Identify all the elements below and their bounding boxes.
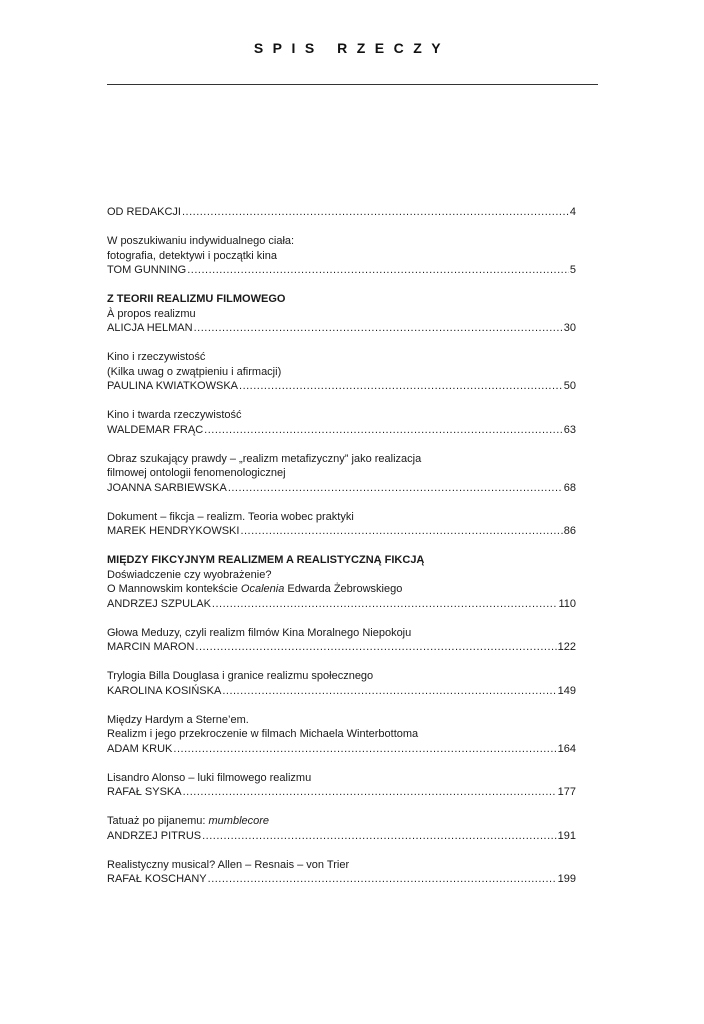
entry-author: RAFAŁ SYSKA (107, 786, 182, 798)
toc-row (107, 829, 576, 844)
leader-dots (239, 379, 563, 394)
entry-author: ANDRZEJ SZPULAK (107, 597, 211, 610)
page-number: 68 (563, 481, 576, 494)
toc-entry-gunning (107, 234, 576, 278)
leader-dots (222, 684, 556, 699)
page-number: 4 (569, 206, 576, 218)
toc-entry-syska (107, 771, 576, 800)
toc-row (107, 205, 576, 220)
entry-subtitle: (Kilka uwag o zwątpieniu i afirmacji) (107, 365, 282, 378)
page-number: 177 (557, 786, 576, 798)
entry-title: Doświadczenie czy wyobrażenie? (107, 568, 272, 581)
page-number: 149 (557, 684, 576, 697)
page-number: 63 (563, 423, 576, 436)
section-heading: Z TEORII REALIZMU FILMOWEGO (107, 293, 286, 305)
toc-row (107, 640, 576, 655)
entry-author: KAROLINA KOSIŃSKA (107, 684, 222, 697)
entry-author: ANDRZEJ PITRUS (107, 829, 202, 842)
entry-author: ALICJA HELMAN (107, 322, 193, 334)
toc-entry-kosinska (107, 669, 576, 698)
entry-author: PAULINA KWIATKOWSKA (107, 380, 239, 392)
leader-dots (212, 597, 558, 612)
title-italic: mumblecore (208, 815, 270, 827)
page-number: 110 (558, 597, 576, 610)
entry-title: Trylogia Billa Douglasa i granice realizmu społecznego (107, 670, 374, 682)
toc-entry-szpulak (107, 553, 576, 611)
page-number: 86 (563, 525, 576, 537)
leader-dots (183, 785, 557, 800)
leader-dots (228, 481, 563, 496)
entry-subtitle: fotografia, detektywi i początki kina (107, 249, 277, 262)
entry-author: MARCIN MARON (107, 641, 195, 653)
entry-title: OD REDAKCJI (107, 206, 181, 218)
toc-entry-kwiatkowska (107, 350, 576, 394)
page-number: 30 (563, 322, 576, 334)
entry-title: Między Hardym a Sterne’em. (107, 713, 249, 726)
subtitle-text: Edwarda Żebrowskiego (284, 583, 403, 595)
toc-entry-helman (107, 292, 576, 336)
leader-dots (194, 321, 563, 336)
entry-author: TOM GUNNING (107, 264, 187, 276)
toc-entry-pitrus (107, 814, 576, 843)
toc-entry-sarbiewska (107, 452, 576, 496)
entry-author: RAFAŁ KOSCHANY (107, 873, 207, 885)
leader-dots (195, 640, 556, 655)
toc-row (107, 481, 576, 496)
toc-entry-hendrykowski (107, 510, 576, 539)
toc-entry-kruk (107, 713, 576, 757)
entry-author: ADAM KRUK (107, 742, 173, 755)
page-number: 122 (557, 641, 576, 653)
title-text: Tatuaż po pijanemu: (107, 815, 209, 827)
page-number: 191 (557, 829, 576, 842)
page-title: SPIS RZECZY (253, 40, 451, 56)
entry-title: Obraz szukający prawdy – „realizm metafizyczny” jako realizacja (107, 452, 422, 465)
table-of-contents (107, 205, 576, 901)
leader-dots (204, 423, 563, 438)
entry-title: Lisandro Alonso – luki filmowego realizmu (107, 771, 312, 784)
page-number: 5 (569, 264, 576, 276)
page-number: 164 (557, 742, 576, 755)
entry-title: À propos realizmu (107, 307, 196, 320)
toc-entry-frac (107, 408, 576, 437)
toc-entry-koschany (107, 858, 576, 887)
entry-title: Głowa Meduzy, czyli realizm filmów Kina Moralnego Niepokoju (107, 626, 412, 639)
entry-title: Kino i twarda rzeczywistość (107, 409, 242, 421)
section-heading: MIĘDZY FIKCYJNYM REALIZMEM A REALISTYCZNĄ FIKCJĄ (107, 554, 425, 566)
entry-subtitle: filmowej ontologii fenomenologicznej (107, 467, 286, 479)
leader-dots (187, 263, 569, 278)
title-rule (107, 84, 598, 85)
page-number: 199 (557, 873, 576, 885)
leader-dots (173, 742, 556, 757)
entry-subtitle: Realizm i jego przekroczenie w filmach Michaela Winterbottoma (107, 728, 419, 740)
toc-row (107, 379, 576, 394)
leader-dots (202, 829, 557, 844)
entry-title: Kino i rzeczywistość (107, 351, 206, 363)
entry-title: Dokument – fikcja – realizm. Teoria wobec praktyki (107, 510, 354, 523)
toc-row (107, 742, 576, 757)
toc-row (107, 524, 576, 539)
entry-author: WALDEMAR FRĄC (107, 423, 204, 436)
entry-title: Realistyczny musical? Allen – Resnais – von Trier (107, 858, 350, 871)
entry-title (107, 814, 576, 829)
toc-entry-maron (107, 626, 576, 655)
subtitle-text: O Mannowskim kontekście (107, 583, 241, 595)
toc-row (107, 597, 576, 612)
entry-subtitle (107, 582, 576, 597)
subtitle-italic: Ocalenia (240, 583, 285, 595)
page-number: 50 (563, 380, 576, 392)
entry-author: JOANNA SARBIEWSKA (107, 481, 227, 494)
toc-row (107, 321, 576, 336)
entry-title: W poszukiwaniu indywidualnego ciała: (107, 235, 295, 247)
leader-dots (208, 872, 557, 887)
toc-row (107, 423, 576, 438)
entry-author: MAREK HENDRYKOWSKI (107, 525, 240, 537)
toc-entry-od-redakcji (107, 205, 576, 220)
toc-row (107, 263, 576, 278)
toc-row (107, 872, 576, 887)
toc-row (107, 785, 576, 800)
leader-dots (240, 524, 562, 539)
toc-row (107, 684, 576, 699)
leader-dots (182, 205, 569, 220)
